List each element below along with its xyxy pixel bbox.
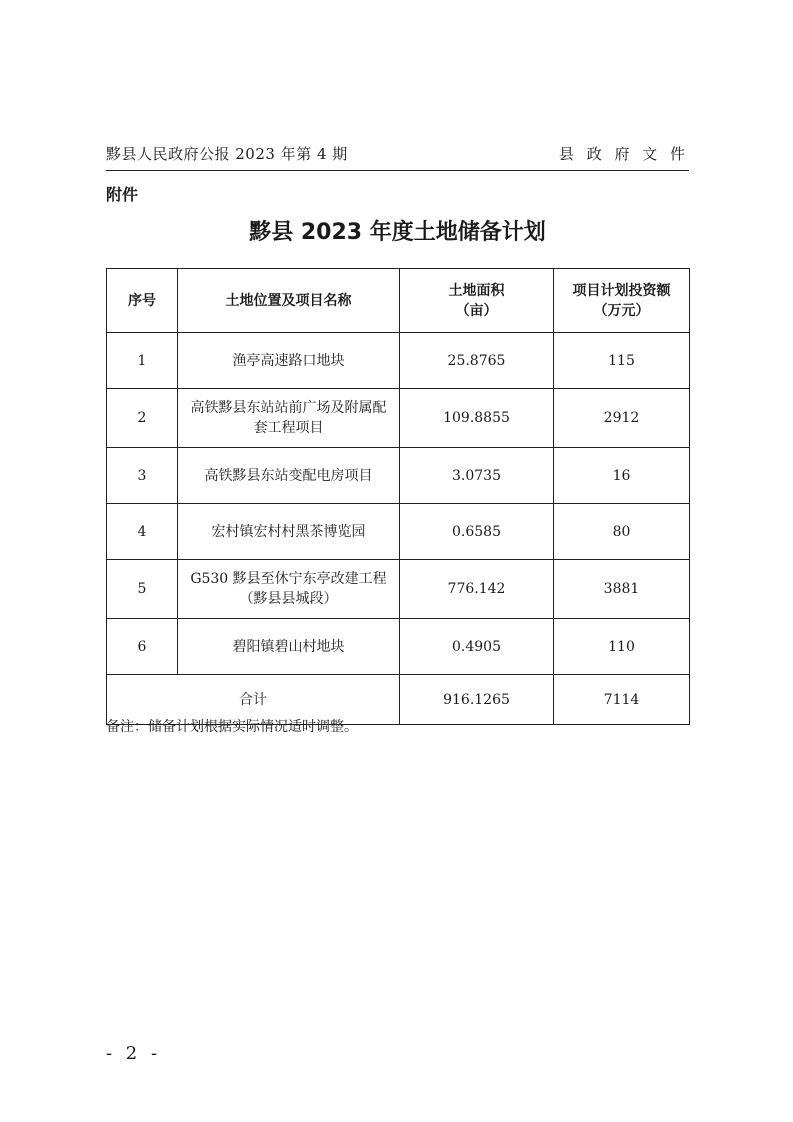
col-header-area-unit: （亩）: [455, 302, 498, 319]
table-row: [107, 389, 690, 448]
gazette-issue: 黟县人民政府公报 2023 年第 4 期: [106, 145, 348, 163]
row-name: G530 黟县至休宁东亭改建工程（黟县县城段）: [178, 560, 400, 619]
col-header-name: 土地位置及项目名称: [178, 269, 400, 333]
table-row: [107, 560, 690, 619]
table-row: [107, 504, 690, 560]
total-area: 916.1265: [400, 675, 554, 725]
col-header-investment-unit: （万元）: [593, 302, 650, 319]
row-no: 5: [107, 560, 178, 619]
col-header-area-label: 土地面积: [448, 282, 505, 299]
total-label: 合计: [107, 675, 400, 725]
row-name: 碧阳镇碧山村地块: [178, 619, 400, 675]
row-investment: 110: [554, 619, 690, 675]
col-header-investment-label: 项目计划投资额: [572, 282, 671, 299]
col-header-investment: [554, 269, 690, 333]
row-no: 1: [107, 333, 178, 389]
page-header: [106, 140, 689, 171]
row-area: 776.142: [400, 560, 554, 619]
row-investment: 80: [554, 504, 690, 560]
row-area: 25.8765: [400, 333, 554, 389]
row-investment: 2912: [554, 389, 690, 448]
row-name: 高铁黟县东站变配电房项目: [178, 448, 400, 504]
page-number: - 2 -: [106, 1043, 162, 1064]
row-area: 0.4905: [400, 619, 554, 675]
table-row: [107, 448, 690, 504]
land-reserve-table: [106, 268, 690, 725]
table-note: 备注：储备计划根据实际情况适时调整。: [106, 719, 358, 735]
row-no: 6: [107, 619, 178, 675]
row-no: 4: [107, 504, 178, 560]
row-no: 3: [107, 448, 178, 504]
row-name: 宏村镇宏村村黑茶博览园: [178, 504, 400, 560]
row-investment: 115: [554, 333, 690, 389]
row-name: 高铁黟县东站站前广场及附属配套工程项目: [178, 389, 400, 448]
total-investment: 7114: [554, 675, 690, 725]
col-header-area: [400, 269, 554, 333]
row-name: 渔亭高速路口地块: [178, 333, 400, 389]
row-area: 0.6585: [400, 504, 554, 560]
row-area: 109.8855: [400, 389, 554, 448]
row-area: 3.0735: [400, 448, 554, 504]
row-no: 2: [107, 389, 178, 448]
row-investment: 16: [554, 448, 690, 504]
col-header-no: 序号: [107, 269, 178, 333]
attachment-label: 附件: [106, 185, 139, 204]
page-title: 黟县 2023 年度土地储备计划: [249, 220, 546, 245]
document-category: 县 政 府 文 件: [558, 145, 689, 163]
table-row: [107, 333, 690, 389]
row-investment: 3881: [554, 560, 690, 619]
table-header-row: [107, 269, 690, 333]
table-row: [107, 619, 690, 675]
